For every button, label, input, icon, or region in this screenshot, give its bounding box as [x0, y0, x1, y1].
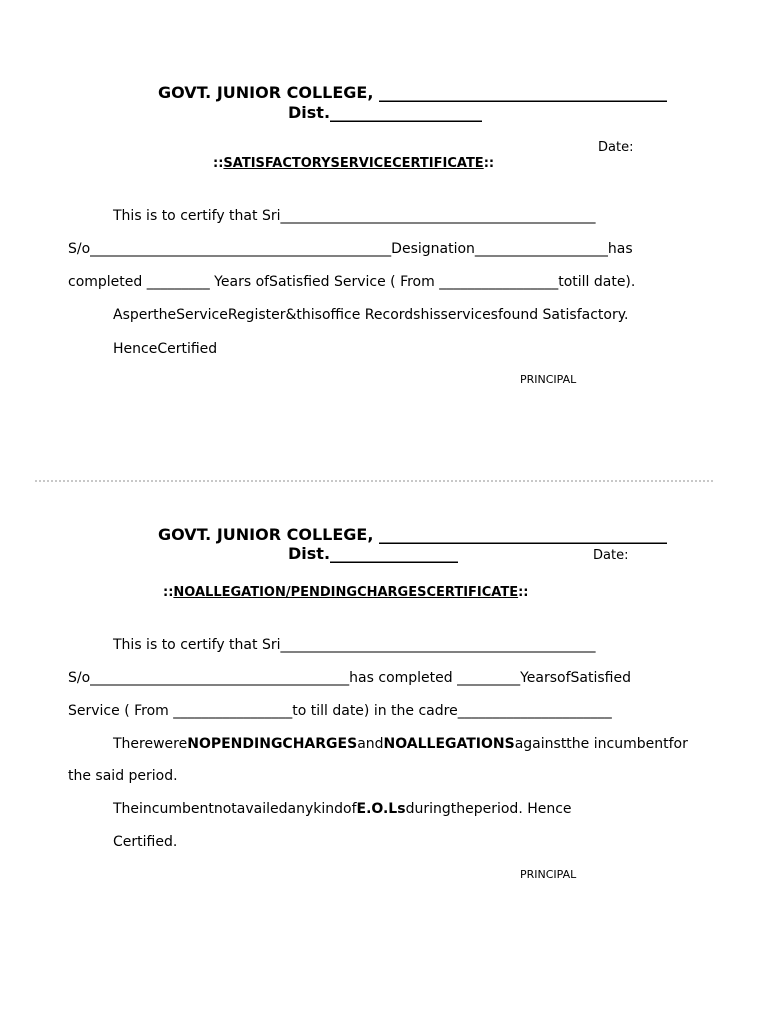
hence-certified-line: HenceCertified — [113, 341, 218, 357]
said-period-line: the said period. — [68, 768, 178, 784]
son-of-line: S/o_____________________________________has completed _________YearsofSatisfied — [68, 670, 631, 686]
service-period-line: completed _________ Years ofSatisfied Service ( From _________________totill date). — [68, 274, 636, 290]
certificate-title: ::SATISFACTORYSERVICECERTIFICATE:: — [213, 156, 495, 171]
college-heading: GOVT. JUNIOR COLLEGE, ____________________________________ — [158, 83, 667, 102]
service-cadre-line: Service ( From _________________to till date) in the cadre______________________ — [68, 703, 612, 719]
certified-line: Certified. — [113, 834, 178, 850]
principal-signatory: PRINCIPAL — [520, 373, 577, 386]
certify-line: This is to certify that Sri_____________________________________________ — [113, 637, 596, 653]
section-divider — [35, 480, 713, 482]
no-pending-charges-line: TherewereNOPENDINGCHARGESandNOALLEGATIONSagainstthe incumbentfor — [113, 736, 688, 752]
date-label: Date: — [598, 140, 634, 155]
principal-signatory: PRINCIPAL — [520, 868, 577, 881]
date-label: Date: — [593, 548, 629, 563]
certify-line: This is to certify that Sri_____________________________________________ — [113, 208, 596, 224]
college-heading: GOVT. JUNIOR COLLEGE, ____________________________________ — [158, 525, 667, 544]
eol-line: TheincumbentnotavailedanykindofE.O.Lsduringtheperiod. Hence — [113, 801, 572, 817]
service-register-line: AspertheServiceRegister&thisoffice Recordshisservicesfound Satisfactory. — [113, 307, 629, 323]
district-line: Dist.___________________ — [288, 103, 483, 122]
district-line: Dist.________________ — [288, 544, 459, 563]
certificate-title: ::NOALLEGATION/PENDINGCHARGESCERTIFICATE:: — [163, 585, 529, 600]
son-of-designation-line: S/o___________________________________________Designation___________________has — [68, 241, 633, 257]
